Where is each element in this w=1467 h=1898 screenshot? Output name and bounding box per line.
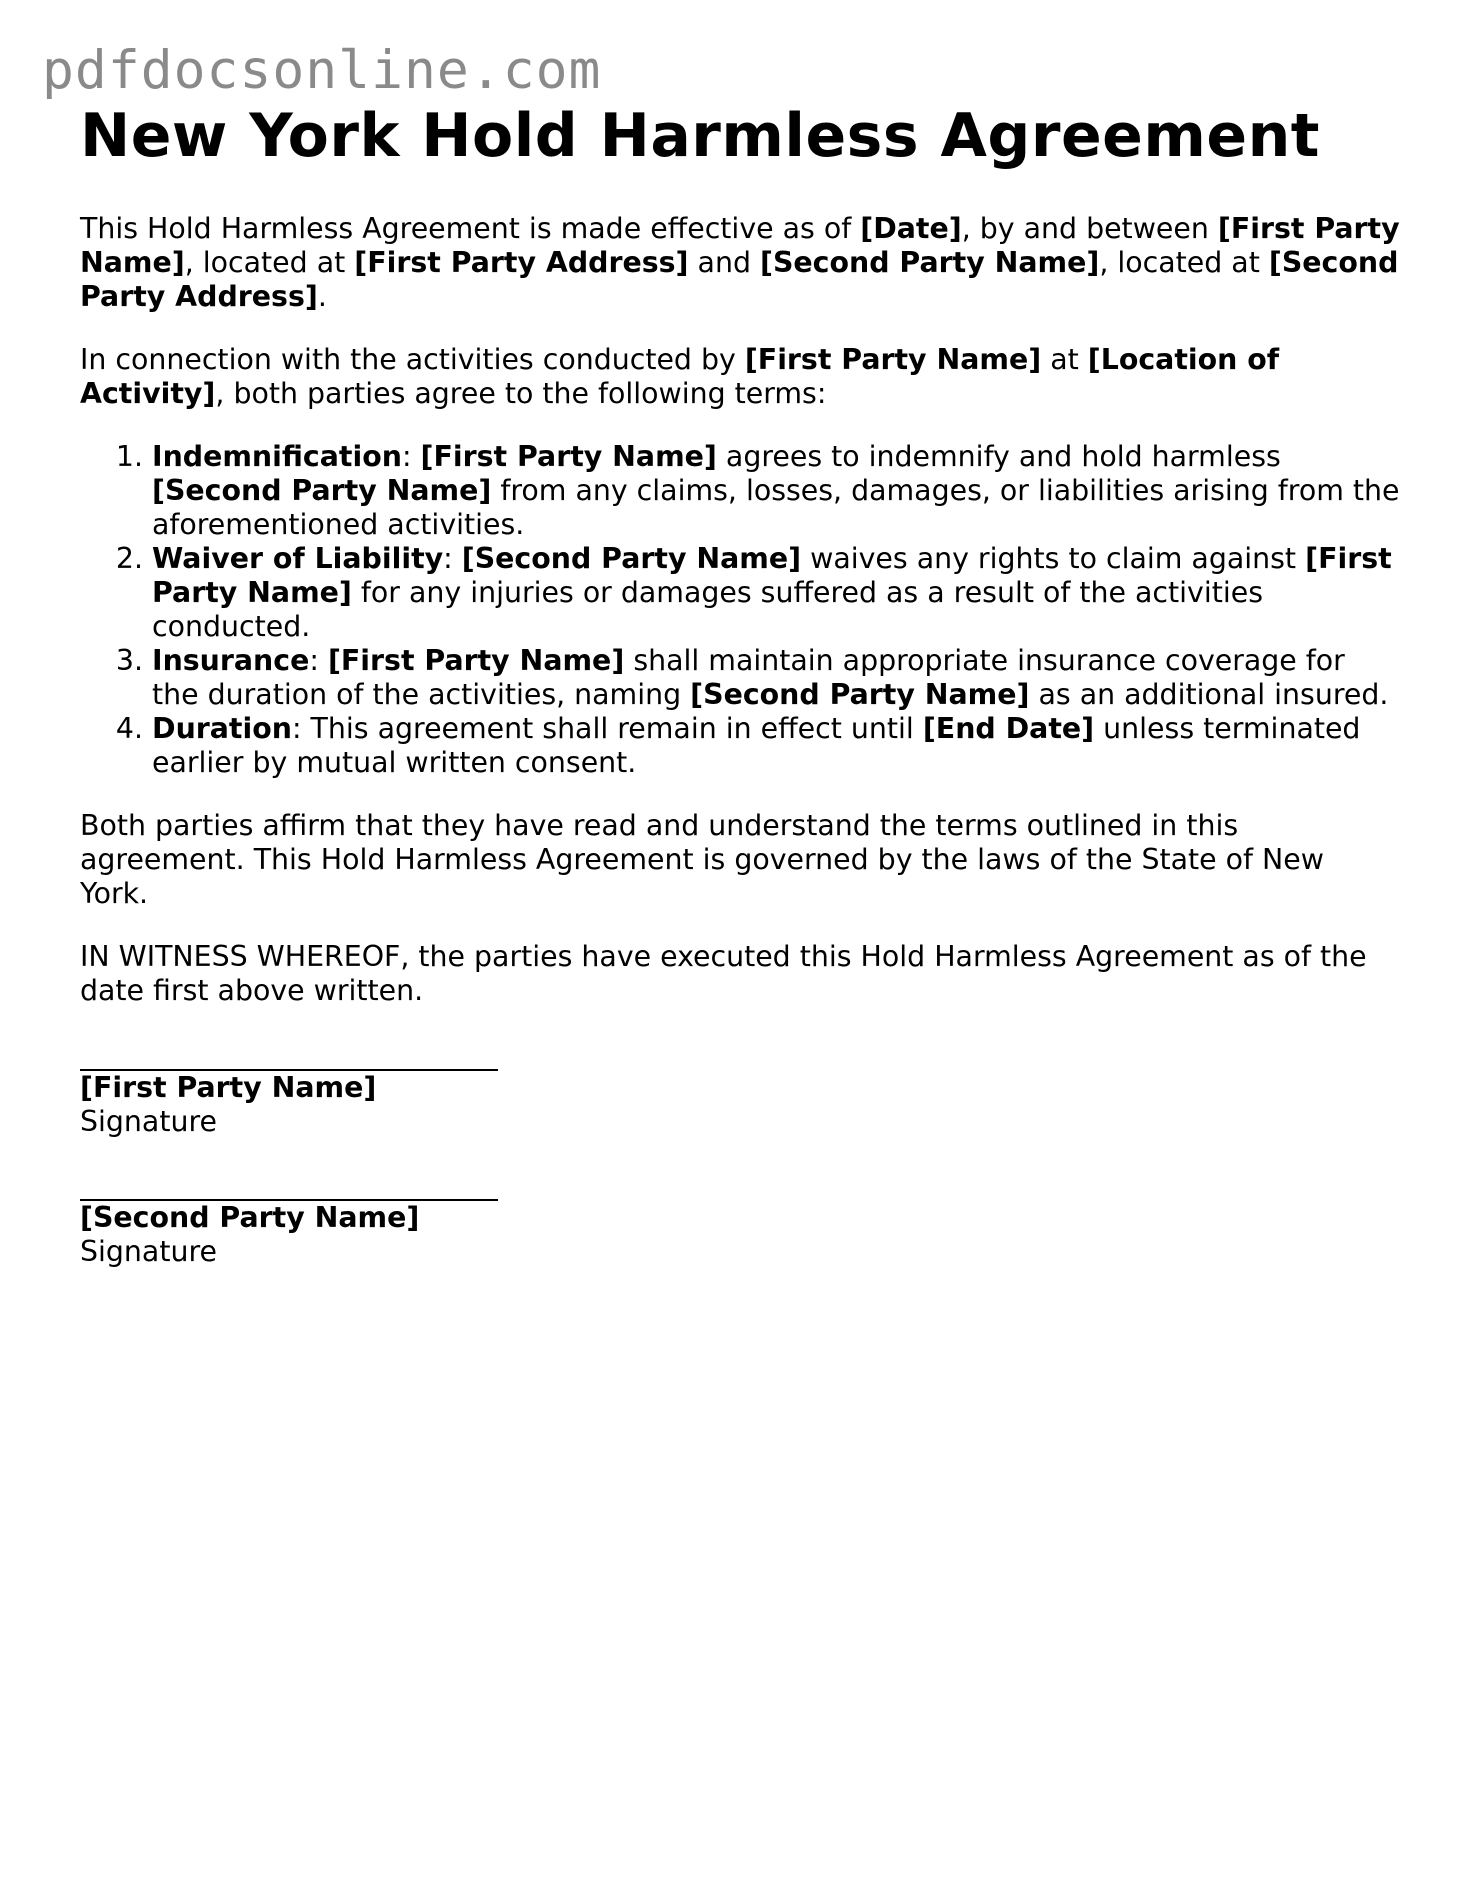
first-party-name-placeholder: [First Party Name]: [744, 343, 1042, 376]
signature-label: Signature: [80, 1235, 217, 1268]
second-party-name-placeholder: [Second Party Name]: [760, 246, 1100, 279]
watermark: pdfdocsonline.com: [42, 40, 602, 101]
witness-paragraph: IN WITNESS WHEREOF, the parties have executed this Hold Harmless Agreement as of the date first above written.: [80, 940, 1367, 1007]
signature-line[interactable]: [80, 1037, 1400, 1071]
second-party-name-placeholder: [Second Party Name]: [80, 1201, 420, 1234]
term-separator: :: [309, 644, 328, 677]
intro-text: and: [688, 246, 760, 279]
term-text: waives any rights to claim against: [801, 542, 1306, 575]
term-text: from any claims, losses, damages, or liabilities arising from the aforementioned activities.: [152, 474, 1400, 541]
term-heading: Insurance: [152, 644, 310, 677]
term-heading: Duration: [152, 712, 292, 745]
term-heading: Waiver of Liability: [152, 542, 444, 575]
signature-party-name: [80, 1201, 1400, 1235]
signature-party-name: [80, 1071, 1400, 1105]
term-duration: [152, 712, 1400, 780]
second-party-name-placeholder: [Second Party Name]: [690, 678, 1030, 711]
first-party-address-placeholder: [First Party Address]: [354, 246, 689, 279]
term-text: for any injuries or damages suffered as a result of the activities conducted.: [152, 576, 1264, 643]
signature-block-first-party: [80, 1037, 1400, 1139]
term-heading: Indemnification: [152, 440, 402, 473]
second-party-address-placeholder: [Second Party Address]: [80, 246, 1399, 313]
term-text: agrees to indemnify and hold harmless: [716, 440, 1281, 473]
signature-line[interactable]: [80, 1167, 1400, 1201]
term-insurance: [152, 644, 1400, 712]
signature-label: Signature: [80, 1105, 217, 1138]
first-party-name-placeholder: [First Party Name]: [420, 440, 717, 473]
second-party-name-placeholder: [Second Party Name]: [152, 474, 492, 507]
intro-paragraph: [80, 212, 1400, 314]
document-page: [80, 100, 1400, 1269]
intro-text: , located at: [1099, 246, 1269, 279]
end-date-placeholder: [End Date]: [922, 712, 1095, 745]
intro-text: , located at: [184, 246, 355, 279]
first-party-name-placeholder: [First Party Name]: [327, 644, 625, 677]
term-text: unless terminated earlier by mutual written consent.: [152, 712, 1361, 779]
connection-text: , both parties agree to the following terms:: [215, 377, 827, 410]
first-party-name-placeholder: [First Party Name]: [80, 212, 1400, 279]
first-party-name-placeholder: [First Party Name]: [152, 542, 1392, 609]
term-text: shall maintain appropriate insurance coverage for the duration of the activities, naming: [152, 644, 1345, 711]
intro-text: .: [317, 280, 327, 313]
terms-list: [80, 440, 1400, 780]
affirm-paragraph: Both parties affirm that they have read and understand the terms outlined in this agreement. This Hold Harmless Agreement is governed by the laws of the State of New York.: [80, 809, 1324, 910]
term-separator: :: [401, 440, 421, 473]
connection-paragraph: [80, 343, 1400, 411]
term-separator: :: [443, 542, 462, 575]
term-waiver: [152, 542, 1400, 644]
signature-line-underline: [80, 1169, 498, 1201]
term-text: as an additional insured.: [1029, 678, 1389, 711]
second-party-name-placeholder: [Second Party Name]: [461, 542, 802, 575]
date-placeholder: [Date]: [860, 212, 962, 245]
term-indemnification: [152, 440, 1400, 542]
first-party-name-placeholder: [First Party Name]: [80, 1071, 377, 1104]
location-placeholder: [Location of Activity]: [80, 343, 1280, 410]
term-text: : This agreement shall remain in effect until: [291, 712, 923, 745]
intro-text: , by and between: [961, 212, 1218, 245]
intro-text: This Hold Harmless Agreement is made effective as of: [80, 212, 861, 245]
document-title: New York Hold Harmless Agreement: [80, 101, 1320, 171]
signature-line-underline: [80, 1039, 498, 1071]
connection-text: at: [1041, 343, 1088, 376]
connection-text: In connection with the activities conducted by: [80, 343, 745, 376]
signature-block-second-party: [80, 1167, 1400, 1269]
